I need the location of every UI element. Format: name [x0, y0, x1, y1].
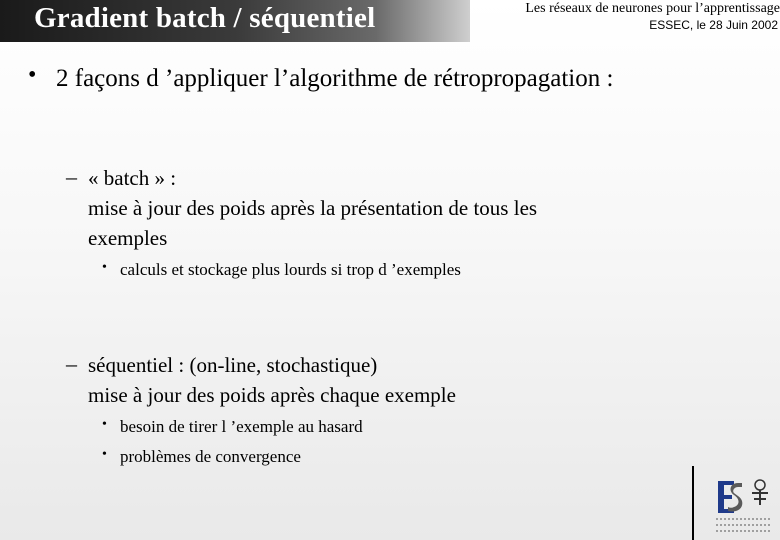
main-point: 2 façons d ’appliquer l’algorithme de rétropropagation : [56, 65, 614, 92]
bullet-icon: • [102, 417, 107, 432]
batch-text-line1: mise à jour des poids après la présentation de tous les [88, 196, 538, 220]
dash-icon: – [66, 351, 77, 376]
sequential-text: mise à jour des poids après chaque exemple [88, 383, 456, 407]
batch-detail: calculs et stockage plus lourds si trop d ’exemples [120, 260, 461, 279]
batch-label: « batch » : [88, 166, 177, 190]
place-date: ESSEC, le 28 Juin 2002 [649, 18, 778, 32]
sequential-label: séquentiel : (on-line, stochastique) [88, 353, 378, 377]
bullet-icon: • [28, 62, 37, 88]
sequential-detail: besoin de tirer l ’exemple au hasard [120, 417, 363, 436]
batch-text-line2: exemples [88, 226, 168, 250]
course-title: Les réseaux de neurones pour l’apprentissage [525, 1, 780, 16]
logo-divider [692, 466, 694, 540]
bullet-icon: • [102, 447, 107, 462]
bullet-icon: • [102, 260, 107, 275]
slide-title: Gradient batch / séquentiel [34, 2, 376, 34]
essec-logo-icon [712, 475, 776, 537]
sequential-detail: problèmes de convergence [120, 447, 301, 466]
dash-icon: – [66, 164, 77, 189]
